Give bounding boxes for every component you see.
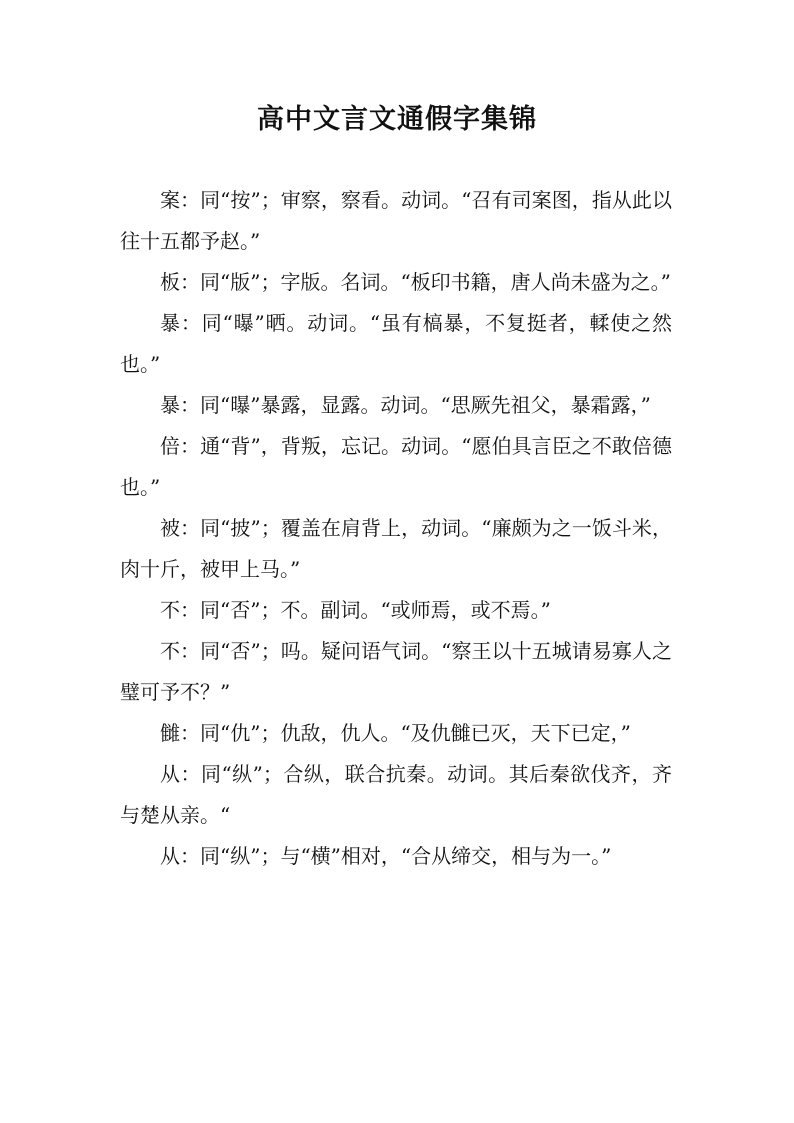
document-body xyxy=(120,180,672,877)
entry-paragraph: 不：同“否”；不。副词。“或师焉，或不焉。” xyxy=(160,598,551,622)
entry-paragraph: 被：同“披”；覆盖在肩背上，动词。“廉颇为之一饭斗米，肉十斤，被甲上马。” xyxy=(120,516,672,581)
entry-paragraph: 板：同“版”；字版。名词。“板印书籍，唐人尚未盛为之。” xyxy=(160,270,671,294)
entry-paragraph: 从：同“纵”；与“横”相对，“合从缔交，相与为一。” xyxy=(160,844,612,868)
entry-paragraph: 从：同“纵”；合纵，联合抗秦。动词。其后秦欲伐齐，齐与楚从亲。“ xyxy=(120,762,672,827)
document-title: 高中文言文通假字集锦 xyxy=(257,104,537,135)
entry-paragraph: 案：同“按”；审察，察看。动词。“召有司案图，指从此以往十五都予赵。” xyxy=(120,188,672,253)
entry-paragraph: 暴：同“曝”晒。动词。“虽有槁暴，不复挺者，輮使之然也。” xyxy=(120,311,672,376)
entry-paragraph: 倍：通“背”，背叛，忘记。动词。“愿伯具言臣之不敢倍德也。” xyxy=(120,434,672,499)
entry-paragraph: 暴：同“曝”暴露，显露。动词。“思厥先祖父，暴霜露，” xyxy=(160,393,651,417)
entry-paragraph: 雠：同“仇”；仇敌，仇人。“及仇雠已灭，天下已定，” xyxy=(160,721,631,745)
entry-paragraph: 不：同“否”；吗。疑问语气词。“察王以十五城请易寡人之璧可予不？” xyxy=(120,639,672,704)
